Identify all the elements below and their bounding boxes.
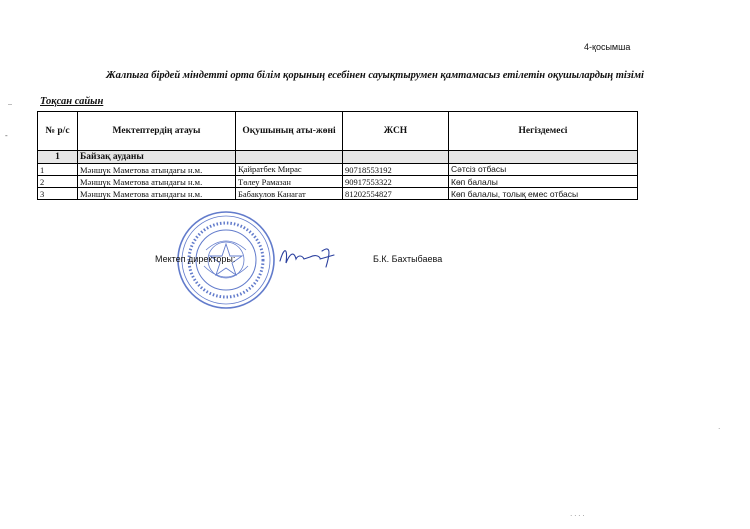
header-student: Оқушының аты-жөні bbox=[236, 112, 343, 151]
row-num: 1 bbox=[38, 164, 78, 176]
header-basis: Негіздемесі bbox=[449, 112, 638, 151]
row-num: 2 bbox=[38, 176, 78, 188]
row-student: Төлеу Рамазан bbox=[236, 176, 343, 188]
row-basis: Көп балалы bbox=[449, 176, 638, 188]
director-label: Мектеп директоры: bbox=[155, 254, 236, 264]
region-row bbox=[38, 151, 638, 164]
row-iin: 81202554827 bbox=[343, 188, 449, 200]
row-basis: Сәтсіз отбасы bbox=[449, 164, 638, 176]
table-header-row bbox=[38, 112, 638, 151]
region-name: Байзақ ауданы bbox=[78, 151, 236, 164]
students-table bbox=[37, 111, 638, 200]
director-name: Б.К. Бахтыбаева bbox=[373, 254, 443, 264]
period-label: Тоқсан сайын bbox=[40, 96, 104, 107]
table-row bbox=[38, 188, 638, 200]
row-school: Мәншүк Маметова атындағы н.м. bbox=[78, 176, 236, 188]
header-iin: ЖСН bbox=[343, 112, 449, 151]
row-student: Қайратбек Мирас bbox=[236, 164, 343, 176]
row-iin: 90718553192 bbox=[343, 164, 449, 176]
table-row bbox=[38, 176, 638, 188]
header-school: Мектептердің атауы bbox=[78, 112, 236, 151]
row-iin: 90917553322 bbox=[343, 176, 449, 188]
scan-mark: · · · · bbox=[570, 512, 585, 520]
region-empty-cell bbox=[343, 151, 449, 164]
header-num: № р/с bbox=[38, 112, 78, 151]
margin-mark: .. bbox=[8, 98, 12, 107]
row-school: Мәншүк Маметова атындағы н.м. bbox=[78, 164, 236, 176]
table-row bbox=[38, 164, 638, 176]
director-signature bbox=[276, 243, 336, 271]
row-student: Бабакулов Канагат bbox=[236, 188, 343, 200]
row-school: Мәншүк Маметова атындағы н.м. bbox=[78, 188, 236, 200]
document-title: Жалпыға бірдей міндетті орта білім қорының есебінен сауықтырумен қамтамасыз етілетін оқушылардың тізімі bbox=[106, 70, 644, 81]
scan-mark: · bbox=[718, 425, 721, 433]
row-basis: Көп балалы, толық емес отбасы bbox=[449, 188, 638, 200]
region-num: 1 bbox=[38, 151, 78, 164]
appendix-label: 4-қосымша bbox=[584, 42, 631, 52]
row-num: 3 bbox=[38, 188, 78, 200]
region-empty-cell bbox=[449, 151, 638, 164]
region-empty-cell bbox=[236, 151, 343, 164]
margin-mark: - bbox=[5, 131, 8, 140]
